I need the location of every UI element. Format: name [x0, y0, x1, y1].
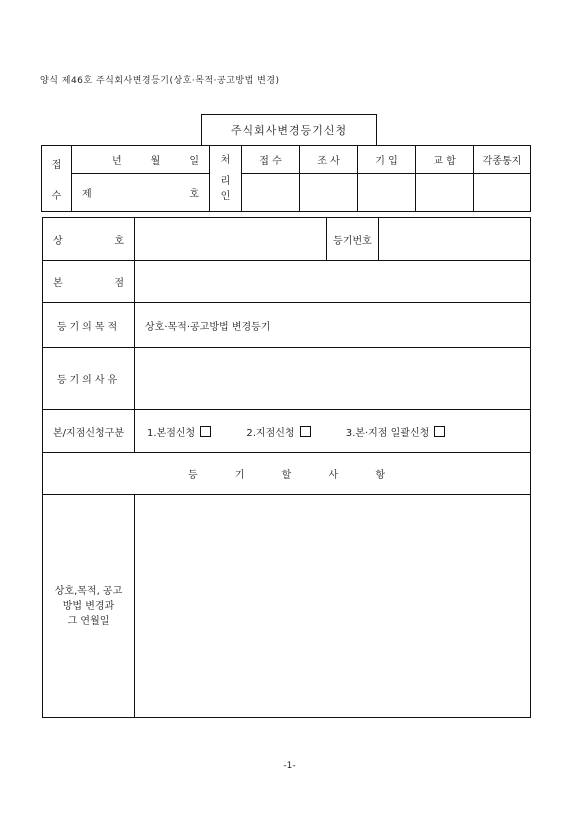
process-confirm-cell: [210, 146, 242, 212]
company-name-label-2: 호: [114, 235, 124, 247]
matters-heading-3: 할: [281, 470, 292, 481]
title-text: 주식회사변경등기신청: [230, 124, 348, 137]
entry-stamp-field[interactable]: [358, 174, 416, 212]
branch-checkbox[interactable]: [300, 426, 311, 437]
registration-number-label: 등기번호: [327, 218, 379, 261]
change-details-label: [43, 495, 135, 718]
col-investigation: 조 사: [300, 146, 358, 174]
change-label-line-2: 방법 변경과: [62, 600, 115, 612]
matters-heading-1: 등: [188, 470, 198, 481]
matters-heading-2: 기: [234, 470, 245, 481]
matters-heading-cell: [43, 453, 531, 495]
process-label-top: 처: [220, 155, 231, 166]
notifications-stamp-field[interactable]: [474, 174, 531, 212]
head-office-label-2: 점: [114, 278, 124, 289]
process-label-bottom: 인: [220, 191, 231, 202]
option-batch[interactable]: [346, 428, 446, 439]
form-number-label: 양식 제46호 주식회사변경등기(상호·목적·공고방법 변경): [40, 76, 280, 86]
col-notifications: 각종통지: [474, 146, 531, 174]
month-label: 월: [150, 156, 161, 167]
reception-label-cell: [42, 146, 72, 212]
verification-stamp-field[interactable]: [416, 174, 474, 212]
number-cell[interactable]: [72, 174, 210, 212]
number-suffix: 호: [189, 189, 199, 200]
reception-label-top: 접: [51, 159, 62, 171]
col-reception: 접 수: [242, 146, 300, 174]
company-name-label-cell: [43, 218, 135, 261]
registration-number-field[interactable]: [379, 218, 531, 261]
head-office-label-cell: [43, 261, 135, 303]
batch-checkbox[interactable]: [434, 426, 445, 437]
reason-field[interactable]: [135, 348, 531, 410]
reception-label-bottom: 수: [51, 190, 62, 202]
change-label-line-3: 그 연월일: [67, 615, 110, 627]
head-office-label-1: 본: [53, 278, 63, 289]
col-entry: 기 입: [358, 146, 416, 174]
company-name-label-1: 상: [53, 235, 63, 247]
col-verification: 교 합: [416, 146, 474, 174]
branch-division-options: [135, 410, 531, 453]
day-label: 일: [189, 156, 199, 167]
application-table: [42, 217, 531, 718]
process-label-mid: 리: [220, 176, 231, 187]
document-title: [201, 114, 377, 145]
receipt-table: [41, 145, 531, 212]
head-office-field[interactable]: [135, 261, 531, 303]
purpose-label: 등기의목적: [43, 303, 135, 348]
change-details-field[interactable]: [135, 495, 531, 718]
option-head-office-label: 1.본점신청: [147, 427, 196, 439]
investigation-stamp-field[interactable]: [300, 174, 358, 212]
change-label-line-1: 상호,목적, 공고: [54, 585, 123, 597]
matters-heading-4: 사: [328, 470, 339, 481]
reason-label: 등기의사유: [43, 348, 135, 410]
head-office-checkbox[interactable]: [200, 426, 211, 437]
option-batch-label: 3.본·지점 일괄신청: [345, 427, 430, 439]
purpose-field[interactable]: 상호·목적·공고방법 변경등기: [135, 303, 531, 348]
option-branch[interactable]: [246, 428, 313, 439]
option-head-office[interactable]: [147, 428, 214, 439]
date-cell[interactable]: [72, 146, 210, 174]
reception-stamp-field[interactable]: [242, 174, 300, 212]
company-name-field[interactable]: [135, 218, 327, 261]
year-label: 년: [112, 156, 122, 167]
branch-division-label: 본/지점신청구분: [43, 410, 135, 453]
option-branch-label: 2.지점신청: [246, 427, 295, 439]
number-prefix: 제: [82, 189, 92, 200]
page-number: -1-: [283, 761, 296, 771]
matters-heading-5: 항: [375, 470, 385, 481]
